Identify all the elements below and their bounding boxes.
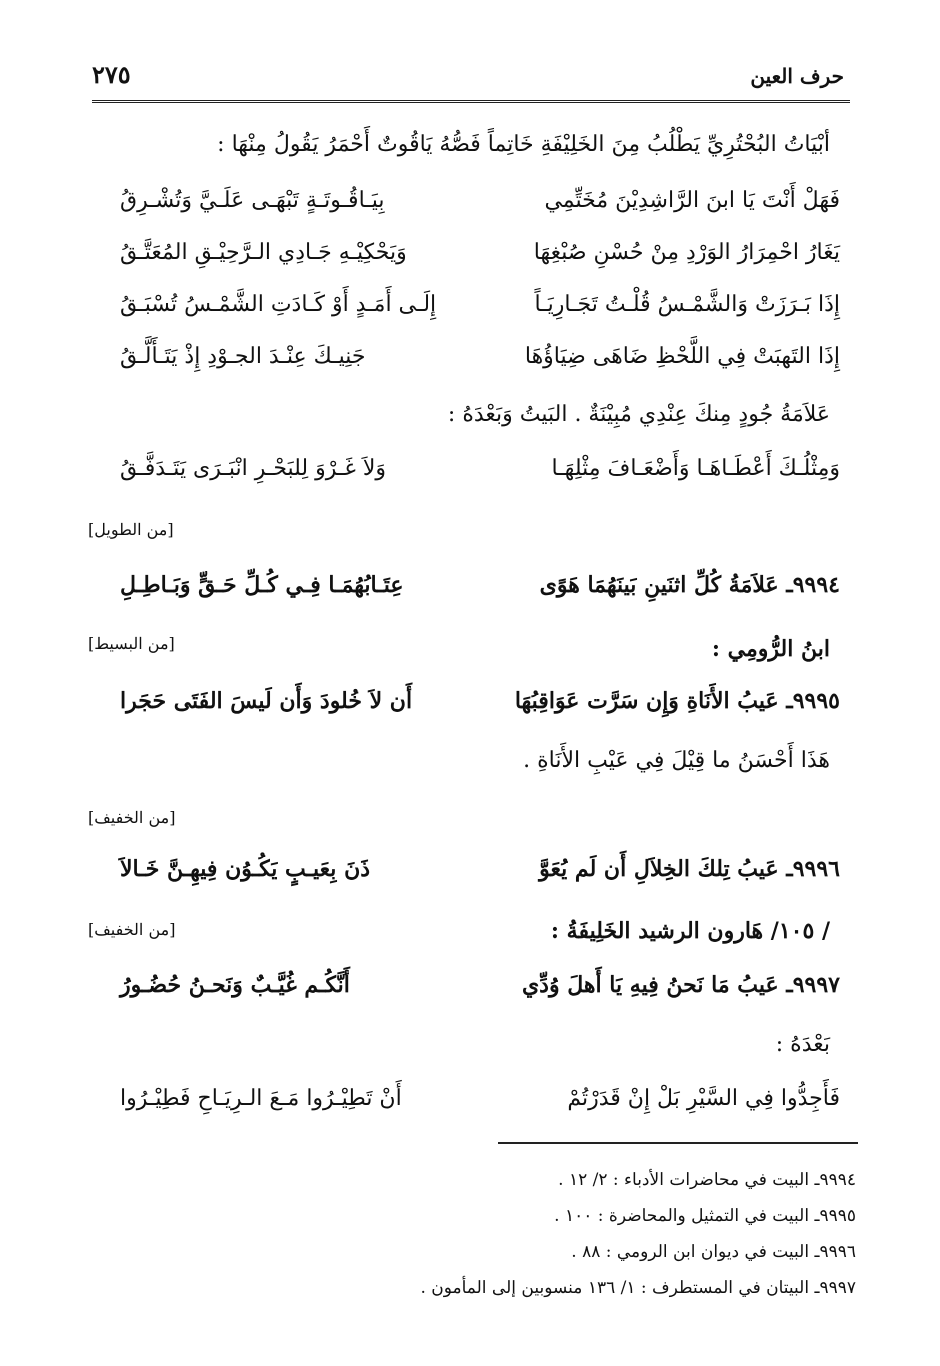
second-hemistich: ذَنَ بِعَيـبٍ يَكُـوُن فِيهِـنَّ خَـالاَ — [120, 856, 371, 882]
first-hemistich: فَأَجِدُّوا فِي السَّيْرِ بَلْ إِنْ قَدَرْتُمْ — [567, 1086, 840, 1111]
second-hemistich: وَلاَ غَـرْوَ لِلبَحْـرِ انْبَـرَى يَتَـدَفَّـقُ — [120, 456, 387, 481]
verse-9995 — [120, 688, 840, 734]
second-hemistich: جَنِيـكَ عِنْـدَ الجـوْدِ إِذْ يَتَـأَلَّـقُ — [120, 344, 366, 369]
second-hemistich: وَيَحْكِيْـهِ جَـادِي الـرَّحِيْـقِ المُعَتَّـقُ — [120, 240, 407, 265]
verse-line — [120, 188, 840, 234]
first-hemistich: ٩٩٩٥ـ عَيبُ الأَنَاةِ وَإِن سَرَّت عَوَاقِبُهَا — [514, 688, 840, 714]
verse-9994 — [120, 572, 840, 618]
verse-line — [120, 1086, 840, 1132]
meter-label: [من البسيط] — [88, 634, 175, 653]
meter-label: [من الخفيف] — [88, 808, 176, 827]
second-hemistich: أَن لاَ خُلودَ وَأَن لَيسَ الفَتَى حَجَرا — [120, 688, 413, 714]
footnote-rule — [498, 1142, 858, 1144]
verse-line — [120, 456, 840, 502]
first-hemistich: فَهَلْ أَنْتَ يَا ابنَ الرَّاشِدِيْنَ مُخَتِّمِي — [544, 188, 840, 213]
meter-label: [من الطويل] — [88, 520, 174, 539]
second-hemistich: أَنَّكُـم غُيَّـبٌ وَنَحـنُ حُضُـورُ — [120, 972, 350, 998]
second-hemistich: إِلَـى أَمَـدٍ أَوْ كَـادَتِ الشَّمْـسُ تُسْبَـقُ — [120, 292, 437, 317]
chapter-title: حرف العين — [750, 64, 844, 88]
first-hemistich: ٩٩٩٦ـ عَيبُ تِلكَ الخِلاَلِ أَن لَم يُعَوَّ — [539, 856, 840, 882]
second-hemistich: عِتَـابُهُمَـا فِـي كُـلِّ حَـقٍّ وَبَـاطِـلِ — [120, 572, 404, 598]
verse-line — [120, 292, 840, 338]
meter-label: [من الخفيف] — [88, 920, 176, 939]
first-hemistich: إِذَا بَـرَزَتْ وَالشَّمْـسُ قُلْـتُ تَجَـارِيَـاً — [534, 292, 840, 317]
poet-name: ابنُ الرُّومِي : — [711, 636, 830, 662]
second-hemistich: أَنْ تَطِيْـرُوا مَـعَ الـرِيَـاحِ فَطِيْـرُوا — [120, 1086, 402, 1111]
second-hemistich: بِيَـاقُـوتَـةٍ تَبْهَـى عَلَـيَّ وَتُشْـرِقُ — [120, 188, 385, 213]
verse-line — [120, 240, 840, 286]
footnote: ٩٩٩٥ـ البيت في التمثيل والمحاضرة : ١٠٠ . — [554, 1206, 856, 1226]
verse-9997 — [120, 972, 840, 1018]
first-hemistich: ٩٩٩٤ـ عَلاَمَةُ كُلِّ اثنَينِ بَينَهُمَا هَوًى — [539, 572, 840, 598]
intro-text: أبْيَاتُ البُحْتُرِيِّ يَطْلُبُ مِنَ الخَلِيْفَةِ خَاتِماً فَصُّهُ يَاقُوتٌ أَحْمَرُ يَقُولُ مِنْهَا : — [217, 132, 830, 157]
verse-line — [120, 344, 840, 390]
footnote: ٩٩٩٤ـ البيت في محاضرات الأدباء : ٢/ ١٢ . — [558, 1170, 856, 1190]
footnote: ٩٩٩٧ـ البيتان في المستطرف : ١/ ١٣٦ منسوبين إلى المأمون . — [420, 1278, 856, 1298]
verse-9996 — [120, 856, 840, 902]
footnote: ٩٩٩٦ـ البيت في ديوان ابن الرومي : ٨٨ . — [571, 1242, 856, 1262]
page-number: ٢٧٥ — [92, 60, 131, 89]
first-hemistich: يَغَارُ احْمِرَارُ الوَرْدِ مِنْ حُسْنِ صُبْغِهَا — [533, 240, 840, 265]
commentary: هَذَا أَحْسَنُ ما قِيْلَ فِي عَيْبِ الأَنَاةِ . — [523, 748, 830, 773]
first-hemistich: ٩٩٩٧ـ عَيبُ مَا نَحنُ فِيهِ يَا أَهلَ وُدِّي — [521, 972, 840, 998]
header-rule — [92, 100, 850, 103]
first-hemistich: إِذَا التَهبَتْ فِي اللَّحْظِ ضَاهَى ضِيَاؤُهَا — [524, 344, 840, 369]
continuation-note: بَعْدَهُ : — [775, 1032, 830, 1057]
continuation-note: عَلاَمَةُ جُودٍ مِنكَ عِنْدِي مُبِيْنَةٌ . البَيتُ وَبَعْدَهُ : — [447, 402, 830, 427]
first-hemistich: وَمِثْلُـكَ أَعْطَـاهَـا وَأَضْعَـافَ مِثْلِهَـا — [551, 456, 840, 481]
poet-name: / ١٠٥/ هَارون الرشيد الخَلِيفَةُ : — [550, 918, 830, 944]
